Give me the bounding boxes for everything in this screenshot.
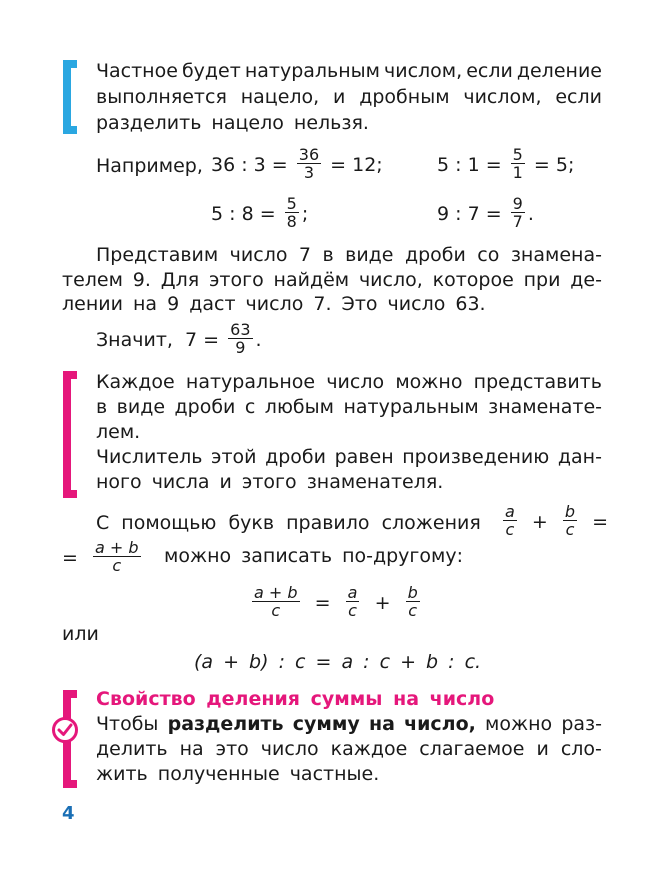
check-circle-icon: [52, 717, 78, 743]
example-label: Например,: [96, 155, 203, 177]
property-line1: Чтобы разделить сумму на число, можно раз-: [96, 713, 602, 735]
para1-line2: выполняется нацело, и дробным числом, если: [96, 86, 602, 108]
rule-line5: ного числа и этого знаменателя.: [96, 471, 444, 493]
rule-line3: лем.: [96, 421, 141, 443]
rule-line4: Числитель этой дроби равен произведению дан-: [96, 446, 602, 468]
page-number: 4: [62, 803, 75, 824]
para3-line2: можно записать по-другому:: [164, 545, 464, 567]
example-2: 5 : 1 = $\frac{5}{1}$ = 5;: [437, 145, 575, 182]
addition-rule-lhs: $\frac{a}{c}$ + $\frac{b}{c}$ =: [505, 502, 609, 539]
property-line2: делить на это число каждое слагаемое и сло-: [96, 738, 602, 760]
property-heading: Свойство деления суммы на число: [96, 688, 495, 710]
rule-bracket-pink: [63, 371, 77, 498]
example-3: 5 : 8 = $\frac{5}{8}$ ;: [211, 194, 309, 231]
rule-line2: в виде дроби с любым натуральным знаменате-: [96, 396, 602, 418]
example-4: 9 : 7 = $\frac{9}{7}$ .: [437, 194, 534, 231]
property-line3: жить полученные частные.: [96, 763, 380, 785]
rule-bracket-blue: [63, 60, 77, 134]
para2-line3: лении на 9 даст число 7. Это число 63.: [62, 293, 486, 315]
para1-line3: разделить нацело нельзя.: [96, 112, 369, 134]
rule-line1: Каждое натуральное число можно представить: [96, 371, 602, 393]
division-formula: (a + b) : c = a : c + b : c.: [194, 651, 482, 673]
addition-rule-rhs: = $\frac{a + b}{c}$: [62, 538, 139, 575]
para2-line1: Представим число 7 в виде дроби со знамена-: [96, 244, 602, 266]
para1-line1: Частное будет натуральным числом, если деление: [96, 60, 602, 82]
znachit-line: Значит, 7 = $\frac{63}{9}$ .: [96, 320, 262, 357]
addition-formula: $\frac{a + b}{c}$ = $\frac{a}{c}$ + $\frac{b}{c}$: [254, 583, 418, 620]
ili-word: или: [62, 623, 99, 645]
example-1: 36 : 3 = $\frac{36}{3}$ = 12;: [211, 145, 383, 182]
para2-line2: телем 9. Для этого найдём число, которое при де-: [62, 269, 602, 291]
para3-line1: С помощью букв правило сложения: [96, 512, 481, 534]
